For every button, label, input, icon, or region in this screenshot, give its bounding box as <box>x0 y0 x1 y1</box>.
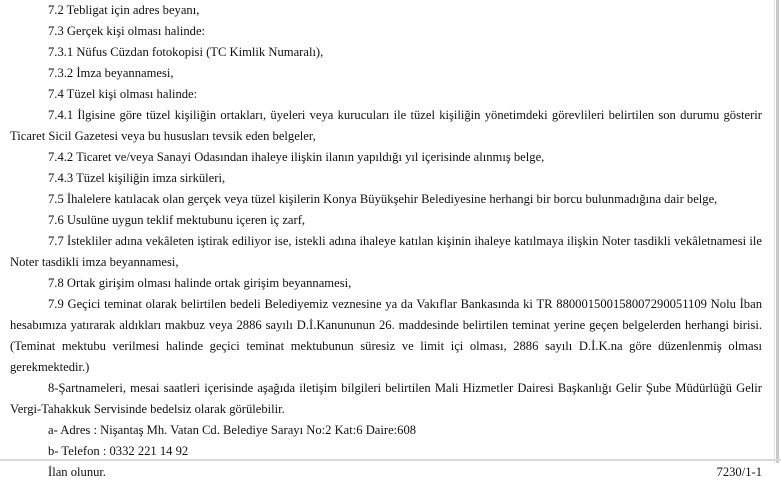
item-7-6: 7.6 Usulüne uygun teklif mektubunu içeren iç zarf, <box>48 213 306 227</box>
page-border-right-inner <box>774 0 775 463</box>
closing-text: İlan olunur. <box>48 465 107 479</box>
document-body <box>10 0 762 483</box>
reference-number: 7230/1-1 <box>716 465 762 479</box>
item-7-4-1: 7.4.1 İlgisine göre tüzel kişiliğin ortakları, üyeleri veya kurucuları ile tüzel kişiliğin yönetimdeki görevlileri belirtilen son durumu gösterir Ticaret Sicil Gazetesi veya bu hususları tevsik eden belgeler, <box>10 108 762 143</box>
closing-row <box>10 462 762 483</box>
item-7-5: 7.5 İhalelere katılacak olan gerçek veya tüzel kişilerin Konya Büyükşehir Belediyesine herhangi bir borcu bulunmadığına dair belge, <box>48 192 718 206</box>
item-7-7: 7.7 İstekliler adına vekâleten iştirak ediliyor ise, istekli adına ihaleye katılan kişinin ihaleye katılmaya ilişkin Noter tasdikli vekâletnamesi ile Noter tasdikli imza beyannamesi, <box>10 234 762 269</box>
item-7-4-3: 7.4.3 Tüzel kişiliğin imza sirküleri, <box>48 171 226 185</box>
item-7-4-2: 7.4.2 Ticaret ve/veya Sanayi Odasından ihaleye ilişkin ilanın yapıldığı yıl içerisinde alınmış belge, <box>48 150 545 164</box>
item-7-2: 7.2 Tebligat için adres beyanı, <box>48 3 200 17</box>
item-7-4: 7.4 Tüzel kişi olması halinde: <box>48 87 198 101</box>
page-border-right <box>776 0 779 463</box>
item-7-9: 7.9 Geçici teminat olarak belirtilen bedeli Belediyemiz veznesine ya da Vakıflar Bankasında ki TR 880001500158007290051109 Nolu İban hesabımıza yatırarak aldıkları makbuz veya 2886 sayılı D.İ.Kanununun 26. maddesinde belirtilen teminat yerine geçen belgelerden herhangi birisi. (Teminat mektubu verilmesi halinde geçici teminat mektubunun süresiz ve limit içi olması, 2886 sayılı D.İ.K.na göre düzenlenmiş olması gerekmektedir.) <box>10 297 762 374</box>
contact-address: a- Adres : Nişantaş Mh. Vatan Cd. Belediye Sarayı No:2 Kat:6 Daire:608 <box>48 423 417 437</box>
item-7-3-2: 7.3.2 İmza beyannamesi, <box>48 66 174 80</box>
item-7-3: 7.3 Gerçek kişi olması halinde: <box>48 24 206 38</box>
item-7-3-1: 7.3.1 Nüfus Cüzdan fotokopisi (TC Kimlik Numaralı), <box>48 45 324 59</box>
item-8: 8-Şartnameleri, mesai saatleri içerisinde aşağıda iletişim bilgileri belirtilen Mali Hizmetler Dairesi Başkanlığı Gelir Şube Müdürlüğü Gelir Vergi-Tahakkuk Servisinde bedelsiz olarak görülebilir. <box>10 381 762 416</box>
item-7-8: 7.8 Ortak girişim olması halinde ortak girişim beyannamesi, <box>48 276 352 290</box>
contact-phone: b- Telefon : 0332 221 14 92 <box>48 444 189 458</box>
